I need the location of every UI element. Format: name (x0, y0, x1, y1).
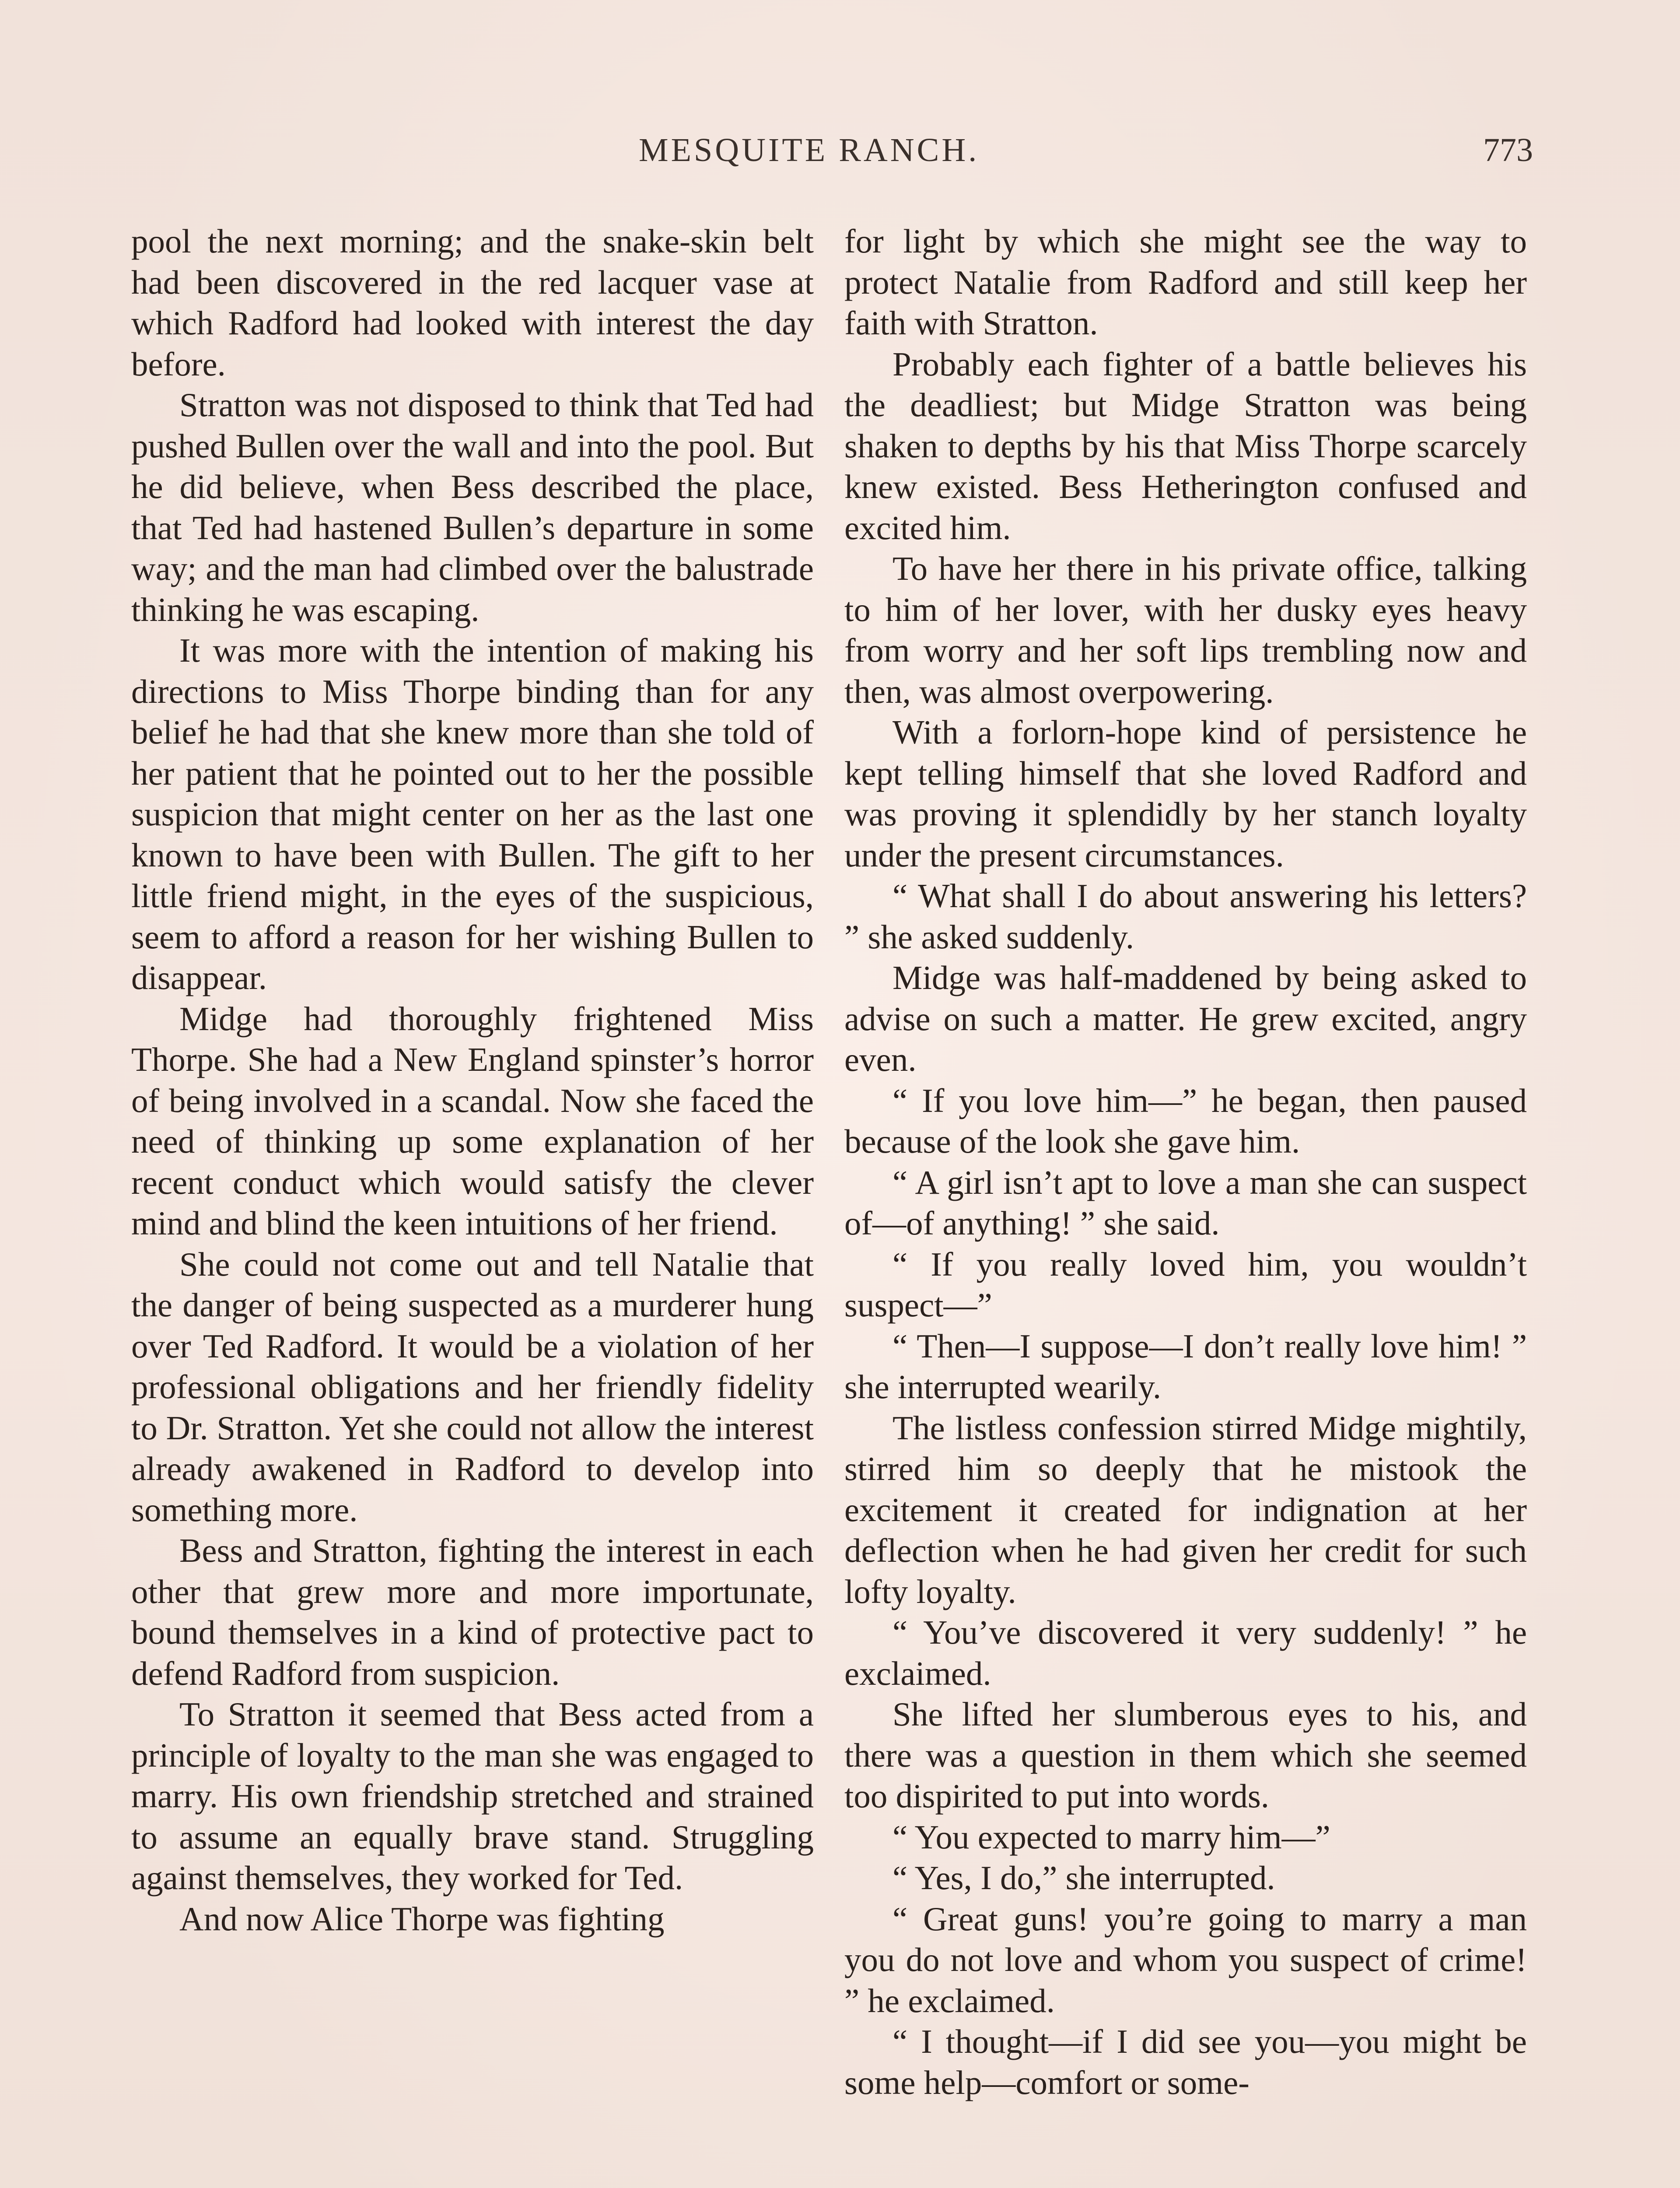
paragraph: The listless confession stirred Midge mightily, stirred him so deeply that he mistook the excitement it created for indignation at her deflection when he had given her credit for such lofty loyalty. (844, 1409, 1527, 1610)
paragraph: With a forlorn-hope kind of persistence he kept telling himself that she loved Radford and was proving it splendidly by her stanch loyalty under the present circumstances. (844, 713, 1527, 874)
page-number: 773 (1483, 132, 1533, 168)
paragraph: Probably each fighter of a battle believes his the deadliest; but Midge Stratton was being shaken to depths by his that Miss Thorpe scarcely knew existed. Bess Hetherington confused and excited him. (844, 345, 1527, 547)
left-column (131, 221, 814, 2188)
paragraph: “ What shall I do about answering his letters? ” she asked suddenly. (844, 877, 1527, 956)
running-head: MESQUITE RANCH. (639, 132, 980, 168)
paragraph: “ Yes, I do,” she interrupted. (892, 1859, 1275, 1897)
paragraph: To Stratton it seemed that Bess acted from a principle of loyalty to the man she was engaged to marry. His own friendship stretched and strained to assume an equally brave stand. Struggling against themselves, they worked for Ted. (131, 1695, 814, 1897)
paragraph: “ You expected to marry him—” (892, 1818, 1330, 1856)
paragraph: “ If you really loved him, you wouldn’t suspect—” (844, 1245, 1527, 1324)
paragraph: “ If you love him—” he began, then paused because of the look she gave him. (844, 1081, 1527, 1160)
paragraph: To have her there in his private office, talking to him of her lover, with her dusky eyes heavy from worry and her soft lips trembling now and then, was almost overpowering. (844, 550, 1527, 710)
paragraph: “ Then—I suppose—I don’t really love him! ” she interrupted wearily. (844, 1327, 1527, 1406)
paragraph: “ I thought—if I did see you—you might be some help—comfort or some- (844, 2023, 1527, 2101)
paragraph: “ You’ve discovered it very suddenly! ” he exclaimed. (844, 1613, 1527, 1692)
paragraph: “ Great guns! you’re going to marry a man you do not love and whom you suspect of crime! ” he exclaimed. (844, 1900, 1527, 2020)
paragraph: for light by which she might see the way to protect Natalie from Radford and still keep her faith with Stratton. (844, 222, 1527, 342)
paragraph: It was more with the intention of making his directions to Miss Thorpe binding than for any belief he had that she knew more than she told of her patient that he pointed out to her the possible suspicion that might center on her as the last one known to have been with Bullen. The gift to her little friend might, in the eyes of the suspicious, seem to afford a reason for her wishing Bullen to disappear. (131, 631, 814, 996)
right-column (844, 221, 1527, 2188)
paragraph: Midge had thoroughly frightened Miss Thorpe. She had a New England spinster’s horror of being involved in a scandal. Now she faced the need of thinking up some explanation of her recent conduct which would satisfy the clever mind and blind the keen intuitions of her friend. (131, 999, 814, 1242)
paragraph: She lifted her slumberous eyes to his, and there was a question in them which she seemed too dispirited to put into words. (844, 1695, 1527, 1815)
paragraph: pool the next morning; and the snake-skin belt had been discovered in the red lacquer vase at which Radford had looked with interest the day before. (131, 222, 814, 383)
paragraph: Stratton was not disposed to think that Ted had pushed Bullen over the wall and into the pool. But he did believe, when Bess described the place, that Ted had hastened Bullen’s departure in some way; and the man had climbed over the balustrade thinking he was escaping. (131, 386, 814, 628)
paragraph: Midge was half-maddened by being asked to advise on such a matter. He grew excited, angry even. (844, 959, 1527, 1078)
paragraph: Bess and Stratton, fighting the interest in each other that grew more and more importunate, bound themselves in a kind of protective pact to defend Radford from suspicion. (131, 1532, 814, 1692)
paragraph: And now Alice Thorpe was fighting (179, 1900, 665, 1938)
paragraph: “ A girl isn’t apt to love a man she can suspect of—of anything! ” she said. (844, 1163, 1527, 1242)
paragraph: She could not come out and tell Natalie that the danger of being suspected as a murderer hung over Ted Radford. It would be a violation of her professional obligations and her friendly fidelity to Dr. Stratton. Yet she could not allow the interest already awakened in Radford to develop into something more. (131, 1245, 814, 1529)
